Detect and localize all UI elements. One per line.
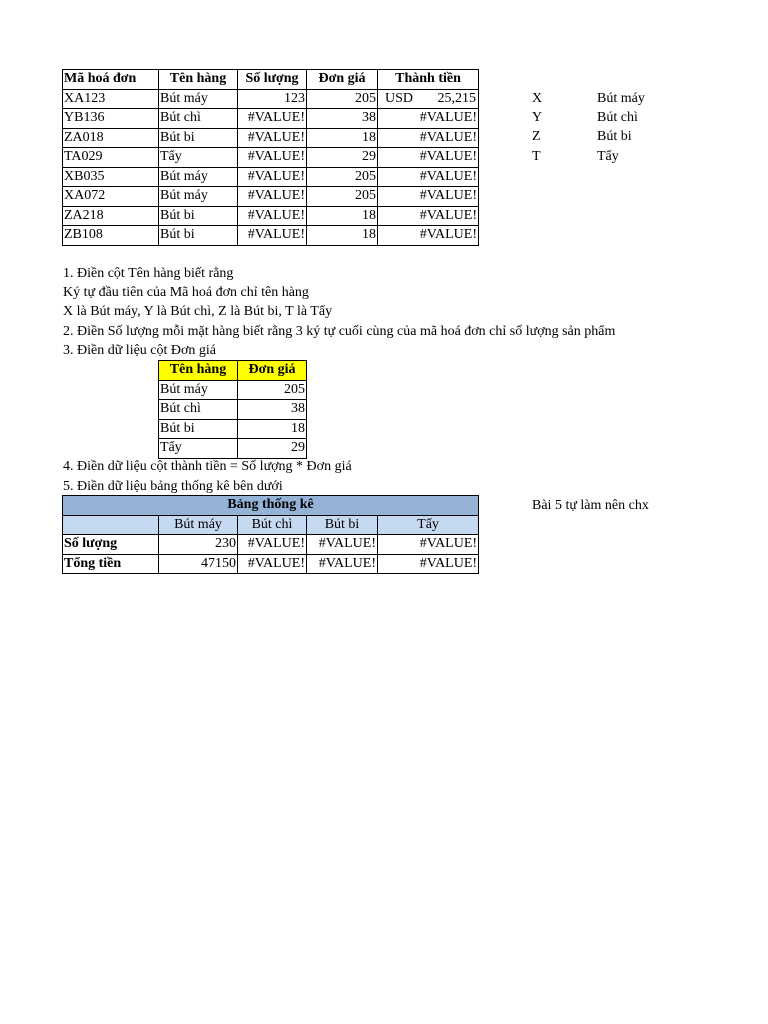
invoice-code-cell[interactable]: ZA218 (63, 206, 159, 226)
stats-value-cell[interactable]: #VALUE! (238, 554, 307, 574)
unit-price-cell[interactable]: 29 (307, 148, 378, 168)
stats-row-label-quantity[interactable]: Số lượng (63, 535, 159, 555)
stats-title[interactable]: Bảng thống kê (63, 496, 479, 516)
quantity-cell[interactable]: #VALUE! (238, 167, 307, 187)
invoice-code-cell[interactable]: ZA018 (63, 128, 159, 148)
instruction-5[interactable]: 5. Điền dữ liệu bảng thống kê bên dưới (63, 479, 283, 494)
quantity-cell[interactable]: #VALUE! (238, 187, 307, 207)
total-cell[interactable]: #VALUE! (378, 109, 479, 129)
unit-price-cell[interactable]: 38 (307, 109, 378, 129)
price-value-cell[interactable]: 38 (238, 400, 307, 420)
table-row (63, 148, 479, 168)
legend-key-t[interactable]: T (532, 149, 541, 164)
legend-value-z[interactable]: Bút bi (597, 129, 632, 144)
price-value-cell[interactable]: 205 (238, 380, 307, 400)
table-row (159, 400, 307, 420)
price-name-cell[interactable]: Bút chì (159, 400, 238, 420)
legend-key-x[interactable]: X (532, 91, 543, 106)
stats-row-label-total[interactable]: Tổng tiền (63, 554, 159, 574)
quantity-cell[interactable]: #VALUE! (238, 226, 307, 246)
table-row (63, 206, 479, 226)
table-row (63, 89, 479, 109)
total-value: 25,215 (437, 90, 476, 106)
table-row (159, 419, 307, 439)
total-cell[interactable]: #VALUE! (378, 187, 479, 207)
unit-price-cell[interactable]: 18 (307, 128, 378, 148)
unit-price-cell[interactable]: 205 (307, 187, 378, 207)
stats-value-cell[interactable]: #VALUE! (238, 535, 307, 555)
legend-value-x[interactable]: Bút máy (597, 91, 645, 106)
price-name-cell[interactable]: Bút máy (159, 380, 238, 400)
item-name-cell[interactable]: Bút máy (159, 167, 238, 187)
quantity-cell[interactable]: #VALUE! (238, 148, 307, 168)
table-row (63, 554, 479, 574)
price-name-cell[interactable]: Tẩy (159, 439, 238, 459)
instruction-4[interactable]: 4. Điền dữ liệu cột thành tiền = Số lượng * Đơn giá (63, 459, 352, 474)
instruction-1-mapping[interactable]: X là Bút máy, Y là Bút chì, Z là Bút bi, T là Tẩy (63, 304, 333, 319)
item-name-cell[interactable]: Bút bi (159, 206, 238, 226)
quantity-cell[interactable]: #VALUE! (238, 206, 307, 226)
unit-price-cell[interactable]: 205 (307, 89, 378, 109)
total-cell[interactable] (378, 89, 479, 109)
stats-value-cell[interactable]: 47150 (159, 554, 238, 574)
stats-title-row (63, 496, 479, 516)
stats-col-tay[interactable]: Tẩy (378, 515, 479, 535)
table-row (63, 226, 479, 246)
legend-key-y[interactable]: Y (532, 110, 543, 125)
invoice-code-cell[interactable]: XB035 (63, 167, 159, 187)
total-cell[interactable]: #VALUE! (378, 167, 479, 187)
unit-price-cell[interactable]: 205 (307, 167, 378, 187)
table-row (63, 167, 479, 187)
header-invoice-code[interactable]: Mã hoá đơn (63, 70, 159, 90)
invoice-code-cell[interactable]: XA123 (63, 89, 159, 109)
price-value-cell[interactable]: 29 (238, 439, 307, 459)
instruction-2[interactable]: 2. Điền Số lượng mỗi mặt hàng biết rằng 3 ký tự cuối cùng của mã hoá đơn chỉ số lượng sản phẩm (63, 324, 616, 339)
stats-col-but-chi[interactable]: Bút chì (238, 515, 307, 535)
invoice-code-cell[interactable]: XA072 (63, 187, 159, 207)
quantity-cell[interactable]: #VALUE! (238, 128, 307, 148)
item-name-cell[interactable]: Bút bi (159, 226, 238, 246)
invoice-code-cell[interactable]: YB136 (63, 109, 159, 129)
quantity-cell[interactable]: #VALUE! (238, 109, 307, 129)
total-cell[interactable]: #VALUE! (378, 128, 479, 148)
header-total[interactable]: Thành tiền (378, 70, 479, 90)
statistics-table (62, 495, 479, 574)
total-cell[interactable]: #VALUE! (378, 206, 479, 226)
total-cell[interactable]: #VALUE! (378, 148, 479, 168)
unit-price-cell[interactable]: 18 (307, 206, 378, 226)
currency-label: USD (385, 90, 414, 106)
price-lookup-table (158, 360, 307, 459)
stats-corner-cell[interactable] (63, 515, 159, 535)
stats-value-cell[interactable]: #VALUE! (378, 535, 479, 555)
table-row (63, 187, 479, 207)
instruction-1[interactable]: 1. Điền cột Tên hàng biết rằng (63, 266, 234, 281)
price-header-row (159, 361, 307, 381)
legend-value-t[interactable]: Tẩy (597, 149, 619, 164)
instruction-3[interactable]: 3. Điền dữ liệu cột Đơn giá (63, 343, 217, 358)
stats-col-but-may[interactable]: Bút máy (159, 515, 238, 535)
stats-col-but-bi[interactable]: Bút bi (307, 515, 378, 535)
side-note[interactable]: Bài 5 tự làm nên chx (532, 498, 649, 513)
stats-value-cell[interactable]: 230 (159, 535, 238, 555)
header-unit-price[interactable]: Đơn giá (307, 70, 378, 90)
instruction-1-detail[interactable]: Ký tự đầu tiên của Mã hoá đơn chỉ tên hàng (63, 285, 309, 300)
item-name-cell[interactable]: Bút bi (159, 128, 238, 148)
item-name-cell[interactable]: Tẩy (159, 148, 238, 168)
stats-value-cell[interactable]: #VALUE! (307, 554, 378, 574)
header-quantity[interactable]: Số lượng (238, 70, 307, 90)
price-value-cell[interactable]: 18 (238, 419, 307, 439)
price-header-name[interactable]: Tên hàng (159, 361, 238, 381)
unit-price-cell[interactable]: 18 (307, 226, 378, 246)
item-name-cell[interactable]: Bút chì (159, 109, 238, 129)
table-row (63, 535, 479, 555)
invoice-header-row (63, 70, 479, 90)
legend-value-y[interactable]: Bút chì (597, 110, 638, 125)
item-name-cell[interactable]: Bút máy (159, 89, 238, 109)
legend-key-z[interactable]: Z (532, 129, 541, 144)
item-name-cell[interactable]: Bút máy (159, 187, 238, 207)
total-cell[interactable]: #VALUE! (378, 226, 479, 246)
table-row (159, 439, 307, 459)
stats-value-cell[interactable]: #VALUE! (307, 535, 378, 555)
stats-value-cell[interactable]: #VALUE! (378, 554, 479, 574)
stats-header-row (63, 515, 479, 535)
invoice-code-cell[interactable]: TA029 (63, 148, 159, 168)
table-row (159, 380, 307, 400)
price-header-price[interactable]: Đơn giá (238, 361, 307, 381)
header-item-name[interactable]: Tên hàng (159, 70, 238, 90)
invoice-table (62, 69, 479, 246)
quantity-cell[interactable]: 123 (238, 89, 307, 109)
table-row (63, 128, 479, 148)
table-row (63, 109, 479, 129)
price-name-cell[interactable]: Bút bi (159, 419, 238, 439)
invoice-code-cell[interactable]: ZB108 (63, 226, 159, 246)
